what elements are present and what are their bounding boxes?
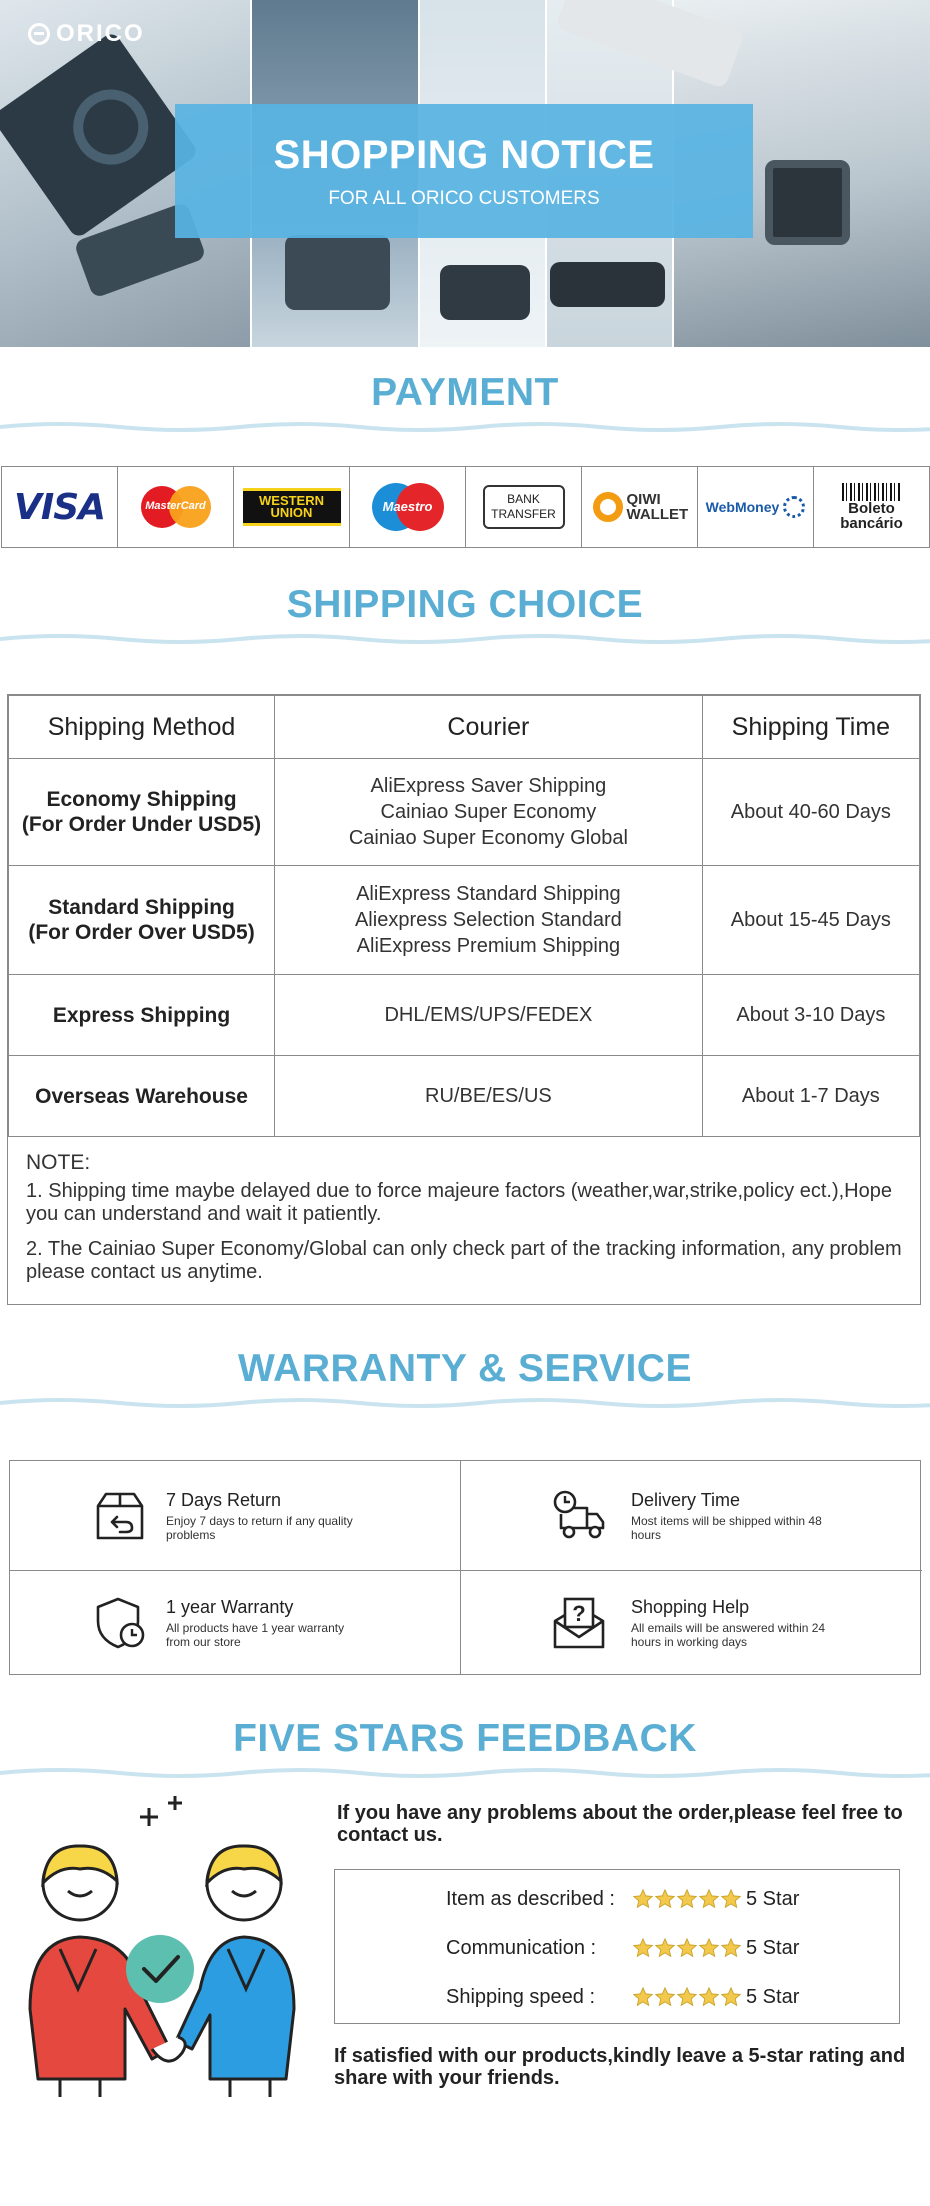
table-row — [9, 866, 920, 975]
courier-name: DHL/EMS/UPS/FEDEX — [384, 1004, 593, 1026]
star-icon — [720, 1986, 742, 2008]
courier-name: Aliexpress Selection Standard — [354, 909, 622, 931]
method-name: Overseas Warehouse — [35, 1084, 248, 1108]
warranty-item-title: Delivery Time — [631, 1489, 741, 1510]
table-row — [9, 759, 920, 866]
method-condition: (For Order Under USD5) — [21, 813, 262, 836]
boleto-label: Boleto bancário — [840, 500, 903, 532]
keyboard-image — [550, 262, 665, 307]
logo-text: ORICO — [56, 20, 145, 47]
rating-row — [446, 1982, 799, 2012]
orico-logo-icon — [28, 23, 50, 45]
mastercard-logo — [141, 486, 211, 528]
method-cell — [9, 866, 275, 975]
hero-title: SHOPPING NOTICE — [273, 132, 655, 177]
webmoney-label: WebMoney — [705, 499, 780, 515]
time-cell: About 3-10 Days — [702, 975, 919, 1056]
barcode-icon — [842, 483, 902, 501]
qiwi-icon — [593, 492, 623, 522]
courier-cell — [275, 975, 703, 1056]
rating-label: Item as described : — [446, 1887, 615, 1910]
time-cell: About 1-7 Days — [702, 1056, 919, 1137]
rating-row — [446, 1884, 799, 1914]
return-box-icon — [92, 1488, 148, 1544]
mastercard-label: MasterCard — [145, 500, 206, 512]
help-mail-icon — [551, 1595, 607, 1651]
rating-label: Communication : — [446, 1936, 597, 1959]
payment-title: PAYMENT — [371, 371, 559, 414]
payment-qiwi — [582, 467, 698, 547]
western-union-logo: WESTERN UNION — [243, 488, 341, 526]
payment-mastercard — [118, 467, 234, 547]
boleto-logo — [837, 483, 907, 531]
courier-name: Cainiao Super Economy — [380, 801, 597, 823]
orico-logo — [28, 20, 145, 48]
star-rating — [632, 1986, 742, 2008]
method-name: Economy Shipping — [46, 788, 237, 811]
qiwi-label: QIWI WALLET — [626, 491, 689, 523]
star-icon — [698, 1937, 720, 1959]
method-cell — [9, 975, 275, 1056]
feedback-outro: If satisfied with our products,kindly leave a 5-star rating and share with your friends. — [334, 2045, 906, 2089]
delivery-truck-icon — [551, 1488, 607, 1544]
header-courier: Courier — [275, 696, 703, 759]
courier-name: Cainiao Super Economy Global — [348, 827, 628, 849]
rating-label: Shipping speed : — [446, 1985, 596, 2008]
payment-bank-transfer — [466, 467, 582, 547]
table-header-row — [9, 696, 920, 759]
payment-boleto — [814, 467, 929, 547]
method-cell — [9, 759, 275, 866]
star-icon — [720, 1888, 742, 1910]
bank-transfer-logo: BANK TRANSFER — [483, 485, 565, 529]
table-row — [9, 1056, 920, 1137]
payment-visa — [2, 467, 118, 547]
header-shipping-time: Shipping Time — [702, 696, 919, 759]
courier-name: RU/BE/ES/US — [425, 1085, 552, 1107]
monitor-image — [285, 235, 390, 310]
warranty-item-desc: Enjoy 7 days to return if any quality problems — [166, 1513, 353, 1542]
warranty-item-help — [461, 1571, 922, 1674]
star-rating — [632, 1937, 742, 1959]
table-row — [9, 975, 920, 1056]
warranty-item-desc: All products have 1 year warranty from our store — [166, 1620, 345, 1649]
star-icon — [632, 1986, 654, 2008]
hero-banner — [0, 0, 930, 347]
warranty-item-warranty — [10, 1571, 461, 1674]
warranty-title: WARRANTY & SERVICE — [238, 1347, 692, 1390]
note-item: 2. The Cainiao Super Economy/Global can only check part of the tracking information, any problem please contact us anytime. — [26, 1238, 902, 1283]
maestro-logo — [372, 483, 444, 531]
courier-cell — [275, 759, 703, 866]
star-icon — [632, 1888, 654, 1910]
note-heading: NOTE: — [26, 1151, 91, 1174]
star-icon — [698, 1888, 720, 1910]
maestro-label: Maestro — [382, 499, 433, 514]
star-icon — [698, 1986, 720, 2008]
qiwi-wallet-logo — [593, 492, 687, 522]
hero-title-box — [175, 104, 753, 238]
star-rating — [632, 1888, 742, 1910]
time-cell: About 15-45 Days — [702, 866, 919, 975]
shipping-title: SHIPPING CHOICE — [286, 583, 644, 626]
payment-maestro — [350, 467, 466, 547]
time-cell: About 40-60 Days — [702, 759, 919, 866]
rating-box — [334, 1869, 900, 2024]
mouse-image — [440, 265, 530, 320]
star-icon — [676, 1888, 698, 1910]
star-icon — [632, 1937, 654, 1959]
note-item: 1. Shipping time maybe delayed due to force majeure factors (weather,war,strike,policy ect.),Hope you can understand and wait it patiently. — [26, 1180, 892, 1225]
method-name: Standard Shipping — [48, 896, 235, 919]
hero-subtitle: FOR ALL ORICO CUSTOMERS — [328, 187, 600, 209]
courier-name: AliExpress Standard Shipping — [356, 883, 621, 905]
star-icon — [654, 1986, 676, 2008]
warranty-item-title: 7 Days Return — [166, 1489, 282, 1510]
star-icon — [676, 1937, 698, 1959]
wave-divider — [0, 631, 930, 645]
courier-name: AliExpress Premium Shipping — [356, 935, 621, 957]
visa-logo: VISA — [13, 486, 106, 528]
rating-value: 5 Star — [746, 1887, 800, 1910]
wave-divider — [0, 419, 930, 433]
courier-name: AliExpress Saver Shipping — [370, 775, 607, 797]
payment-webmoney — [698, 467, 814, 547]
svg-text:?: ? — [572, 1600, 586, 1626]
warranty-grid — [9, 1460, 921, 1675]
wave-divider — [0, 1765, 930, 1779]
payment-methods — [1, 466, 930, 548]
feedback-intro: If you have any problems about the order,please feel free to contact us. — [337, 1802, 903, 1846]
star-icon — [654, 1937, 676, 1959]
star-icon — [654, 1888, 676, 1910]
feedback-section — [0, 1779, 930, 2099]
warranty-item-desc: Most items will be shipped within 48 hours — [631, 1513, 822, 1542]
warranty-item-title: Shopping Help — [631, 1596, 750, 1617]
wave-divider — [0, 1395, 930, 1409]
warranty-item-desc: All emails will be answered within 24 hours in working days — [631, 1620, 826, 1649]
courier-cell — [275, 866, 703, 975]
star-icon — [676, 1986, 698, 2008]
globe-icon — [783, 496, 805, 518]
rating-value: 5 Star — [746, 1936, 800, 1959]
shipping-table — [7, 694, 921, 1305]
method-condition: (For Order Over USD5) — [28, 921, 255, 944]
handshake-illustration — [20, 1779, 320, 2099]
header-shipping-method: Shipping Method — [9, 696, 275, 759]
webmoney-logo — [706, 496, 806, 518]
desk-grommet-image — [765, 160, 850, 245]
payment-western-union — [234, 467, 350, 547]
shipping-note — [8, 1137, 920, 1304]
warranty-item-return — [10, 1461, 461, 1571]
rating-row — [446, 1933, 799, 1963]
star-icon — [720, 1937, 742, 1959]
courier-cell — [275, 1056, 703, 1137]
method-name: Express Shipping — [52, 1003, 231, 1027]
warranty-item-title: 1 year Warranty — [166, 1596, 294, 1617]
feedback-title: FIVE STARS FEEDBACK — [233, 1717, 697, 1760]
method-cell — [9, 1056, 275, 1137]
shield-clock-icon — [92, 1595, 148, 1651]
rating-value: 5 Star — [746, 1985, 800, 2008]
warranty-item-delivery — [461, 1461, 922, 1571]
